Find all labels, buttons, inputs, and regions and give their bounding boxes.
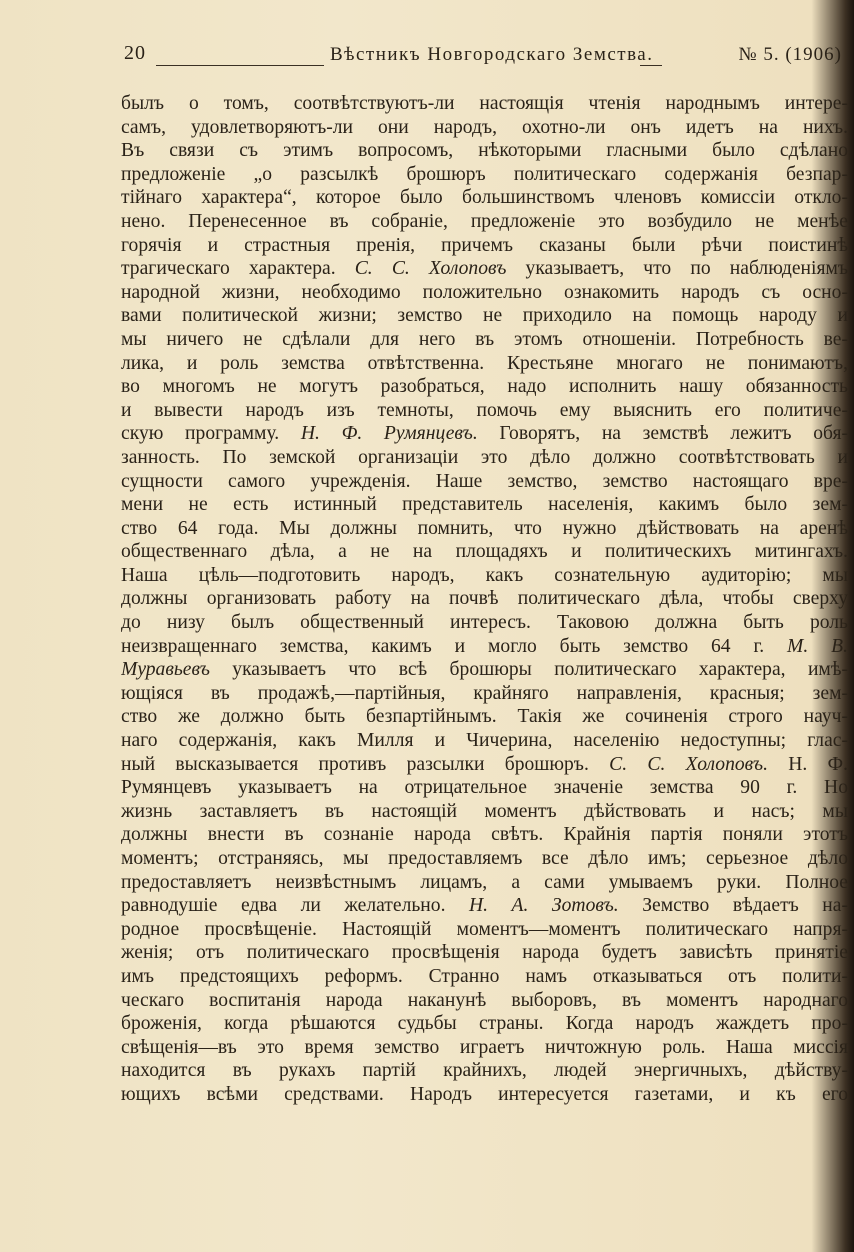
text-line: нено. Перенесенное въ собраніе, предложеніе это возбудило не менѣе [121, 210, 848, 232]
text-line: до низу былъ общественный интересъ. Таковою должна быть роль [121, 612, 848, 634]
text-line: ческаго воспитанія народа наканунѣ выборовъ, въ моментъ народнаго [121, 989, 848, 1011]
text-segment: Земство вѣдаетъ на- [618, 895, 848, 917]
body-text [121, 92, 848, 1107]
text-line: ющихъ всѣми средствами. Народъ интересуется газетами, и къ его [121, 1083, 848, 1105]
text-segment: скую программу. [121, 423, 301, 445]
text-line: сущности самого учрежденія. Наше земство, земство настоящаго вре- [121, 470, 848, 492]
text-line: и вывести народъ изъ темноты, помочь ему выяснить его политиче- [121, 399, 848, 421]
text-line: общественнаго дѣла, а не на площадяхъ и политическихъ митингахъ. [121, 541, 848, 563]
text-line: во многомъ не могутъ разобраться, надо исполнить нашу обязанность [121, 376, 848, 398]
text-line: лика, и роль земства отвѣтственна. Крестьяне многаго не понимаютъ, [121, 352, 848, 374]
text-line: Наша цѣль—подготовить народъ, какъ сознательную аудиторію; мы [121, 564, 848, 586]
text-line: родное просвѣщеніе. Настоящій моментъ—моментъ политическаго напря- [121, 918, 848, 940]
text-segment: указываетъ, что по наблюденіямъ [506, 258, 848, 280]
issue-number: № 5. (1906) [738, 44, 842, 65]
text-line: наго содержанія, какъ Милля и Чичерина, населенію недоступны; глас- [121, 730, 848, 752]
text-segment: Говорятъ, на земствѣ лежитъ обя- [477, 423, 848, 445]
text-line [121, 422, 848, 446]
author-name: М. В. [787, 635, 848, 657]
text-line: предложеніе „о разсылкѣ брошюръ политическаго содержанія безпар- [121, 163, 848, 185]
text-line: женія; отъ политическаго просвѣщенія народа будетъ зависѣть принятіе [121, 942, 848, 964]
text-line: мы ничего не сдѣлали для него въ этомъ отношеніи. Потребность ве- [121, 328, 848, 350]
text-segment: равнодушіе едва ли желательно. [121, 895, 469, 917]
author-name: Муравьевъ [121, 659, 210, 681]
text-line [121, 753, 848, 777]
author-name: Н. А. Зотовъ. [468, 895, 619, 917]
text-line: былъ о томъ, соотвѣтствуютъ-ли настоящія чтенія народнымъ интере- [121, 93, 848, 114]
text-line: имъ предстоящихъ реформъ. Странно намъ отказываться отъ полити- [121, 965, 848, 987]
text-line: ство 64 года. Мы должны помнить, что нужно дѣйствовать на аренѣ [121, 517, 848, 539]
text-segment: ный высказывается противъ разсылки брошюръ. [121, 753, 610, 775]
text-line: вами политической жизни; земство не приходило на помощь народу и [121, 305, 848, 327]
text-line: броженія, когда рѣшаются судьбы страны. Когда народъ жаждетъ про- [121, 1013, 848, 1035]
text-segment: неизвращеннаго земства, какимъ и могло быть земство 64 г. [121, 635, 788, 657]
author-name: Н. Ф. Румянцевъ. [300, 423, 478, 445]
header-rule-right [640, 65, 662, 66]
text-line: мени не есть истинный представитель населенія, какимъ было зем- [121, 494, 848, 516]
journal-title: Вѣстникъ Новгородскаго Земства. [330, 44, 654, 65]
text-line [121, 635, 848, 659]
text-line: ющіяся въ продажѣ,—партійныя, крайняго направленія, красныя; зем- [121, 682, 848, 704]
text-line: жизнь заставляетъ въ настоящій моментъ дѣйствовать и насъ; мы [121, 800, 848, 822]
text-line: народной жизни, необходимо положительно ознакомить народъ съ осно- [121, 281, 848, 303]
text-line: самъ, удовлетворяютъ-ли они народъ, охотно-ли онъ идетъ на нихъ. [121, 116, 848, 138]
text-segment: указываетъ что всѣ брошюры политическаго характера, имѣ- [209, 659, 848, 681]
text-line: находится въ рукахъ партій крайнихъ, людей энергичныхъ, дѣйству- [121, 1060, 848, 1082]
text-line: Въ связи съ этимъ вопросомъ, нѣкоторыми гласными было сдѣлано [121, 140, 848, 162]
author-name: С. С. Холоповъ. [609, 753, 768, 775]
text-line: горячія и страстныя пренія, причемъ сказаны были рѣчи поистинѣ [121, 234, 848, 256]
text-segment: трагическаго характера. [121, 258, 355, 280]
text-line: занность. По земской организаціи это дѣло должно соотвѣтствовать и [121, 446, 848, 468]
text-line: свѣщенія—въ это время земство играетъ ничтожную роль. Наша миссія [121, 1036, 848, 1058]
page-header [124, 38, 846, 72]
text-line: предоставляетъ неизвѣстнымъ лицамъ, а сами умываемъ руки. Полное [121, 871, 848, 893]
header-rule-left [156, 65, 324, 66]
text-line: Румянцевъ указываетъ на отрицательное значеніе земства 90 г. Но [121, 777, 848, 799]
text-line: тійнаго характера“, которое было большинствомъ членовъ комиссіи откло- [121, 187, 848, 209]
text-line [121, 658, 848, 682]
text-segment: Н. Ф. [768, 753, 848, 775]
text-line: должны внести въ сознаніе народа свѣтъ. Крайнія партія поняли этотъ [121, 824, 848, 846]
text-line [121, 257, 848, 281]
text-line: моментъ; отстраняясь, мы предоставляемъ все дѣло имъ; серьезное дѣло [121, 848, 848, 869]
page-number: 20 [124, 42, 146, 64]
author-name: С. С. Холоповъ [354, 258, 507, 280]
text-line: должны организовать работу на почвѣ политическаго дѣла, чтобы сверху [121, 588, 848, 610]
text-line [121, 894, 848, 918]
text-line: ство же должно быть безпартійнымъ. Такія же сочиненія строго науч- [121, 706, 848, 728]
